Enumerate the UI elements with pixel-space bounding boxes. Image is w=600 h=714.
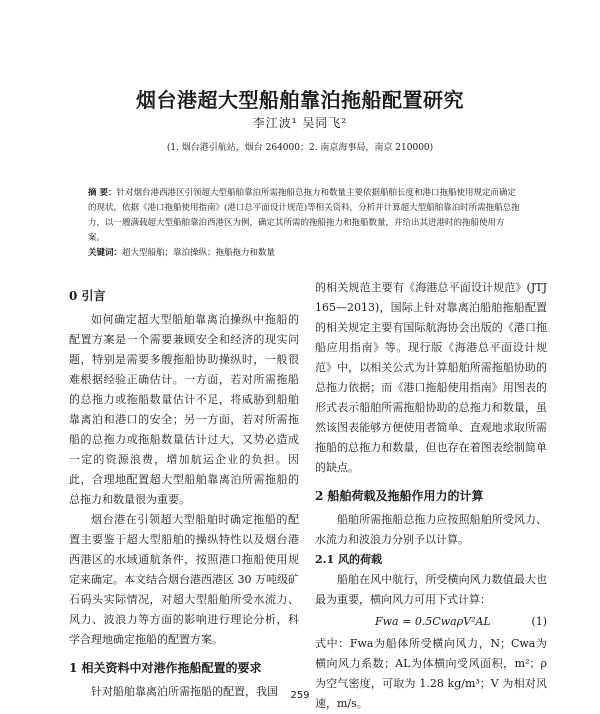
paragraph-1: 如何确定超大型船舶靠离泊操纵中拖船的配置方案是一个需要兼顾安全和经济的现实问题，特别是需要多艘拖船协助操纵时，一般很难根据经验正确估计。一方面，若对所需拖船的总拖力或拖船数量估计不足，将威胁到船舶靠离泊和港口的安全；另一方面，若对所需拖船的总拖力或拖船数量估计过大，又势必造成一定的资源浪费，增加航运企业的负担。因此，合理地配置超大型船舶靠离泊所需拖船的总拖力和数量很为重要。	[69, 313, 299, 506]
keywords-text: 超大型船舶；靠泊操纵；拖船拖力和数量	[122, 248, 276, 258]
paragraph-6: 船舶在风中航行，所受横向风力数值最大也最为重要，横向风力可用下式计算：	[315, 573, 547, 606]
abstract-text: 针对烟台港西港区引领超大型船舶靠泊所需拖船总拖力和数量主要依据船舶长度和港口拖船使用规定而确定的现状，依据《港口拖船使用指南》(港口总平面设计规范)等相关资料，分析并计算超大型船舶靠泊时所需拖船总拖力，以一艘满载超大型船舶靠泊西港区为例，确定其所需的拖船拖力和拖船数量，并给出其进港时的拖船使用方案。	[88, 188, 520, 243]
paper-title: 烟台港超大型船舶靠泊拖船配置研究	[136, 88, 464, 112]
formula-expression: Fwa = 0.5CwaρV²AL	[375, 615, 491, 628]
formula-number: (1)	[531, 615, 547, 628]
keywords-label: 关键词：	[88, 248, 123, 258]
left-column	[69, 278, 299, 702]
paragraph-5: 船舶所需拖船总拖力应按照船舶所受风力、水流力和波浪力分别予以计算。	[315, 513, 547, 546]
section-2-heading: 2 船舶荷载及拖船作用力的计算	[315, 489, 484, 503]
section-1-heading: 1 相关资料中对港作拖船配置的要求	[69, 661, 262, 675]
abstract-block	[88, 186, 520, 261]
affiliation: (1. 烟台港引航站，烟台 264000；2. 南京海事局，南京 210000)	[166, 143, 434, 153]
page-number: 259	[290, 690, 310, 701]
authors: 李江波¹ 吴同飞²	[252, 116, 348, 130]
right-column	[315, 278, 547, 714]
paragraph-2: 烟台港在引领超大型船舶时确定拖船的配置主要鉴于超大型船舶的操纵特性以及烟台港西港区的水域通航条件，按照港口拖船使用规定来确定。本文结合烟台港西港区 30 万吨级矿石码头实际情况，对超大型船舶所受水流力、风力、波浪力等方面的影响进行理论分析，科学合理地确定拖船的配置方案。	[69, 513, 299, 646]
keywords	[88, 246, 520, 261]
paragraph-7: 式中：Fwa为船体所受横向风力，N；Cwa为横向风力系数；AL为体横向受风面积，m²；ρ为空气密度，可取为 1.28 kg/m³；V 为相对风速，m/s。	[315, 637, 547, 710]
abstract-label: 摘 要：	[88, 188, 117, 198]
section-0-heading: 0 引言	[69, 289, 106, 303]
section-2-1-heading: 2.1 风的荷载	[315, 553, 382, 566]
paragraph-4: 的相关规范主要有《海港总平面设计规范》(JTJ 165—2013)，国际上针对靠离泊船舶拖船配置的相关规定主要有国际航海协会出版的《港口拖船应用指南》等。现行版《海港总平面设计规范》中，以相关公式为计算船舶所需拖船协助的总拖力依据；而《港口拖船使用指南》用图表的形式表示船舶所需拖船协助的总拖力和数量，虽然该图表能够方便使用者简单、直观地求取所需拖船的总拖力和数量，但也存在着图表绘制简单的缺点。	[315, 281, 547, 474]
abstract	[88, 186, 520, 246]
formula-1	[315, 612, 547, 632]
paragraph-3: 针对船舶靠离泊所需拖船的配置，我国	[91, 685, 278, 698]
